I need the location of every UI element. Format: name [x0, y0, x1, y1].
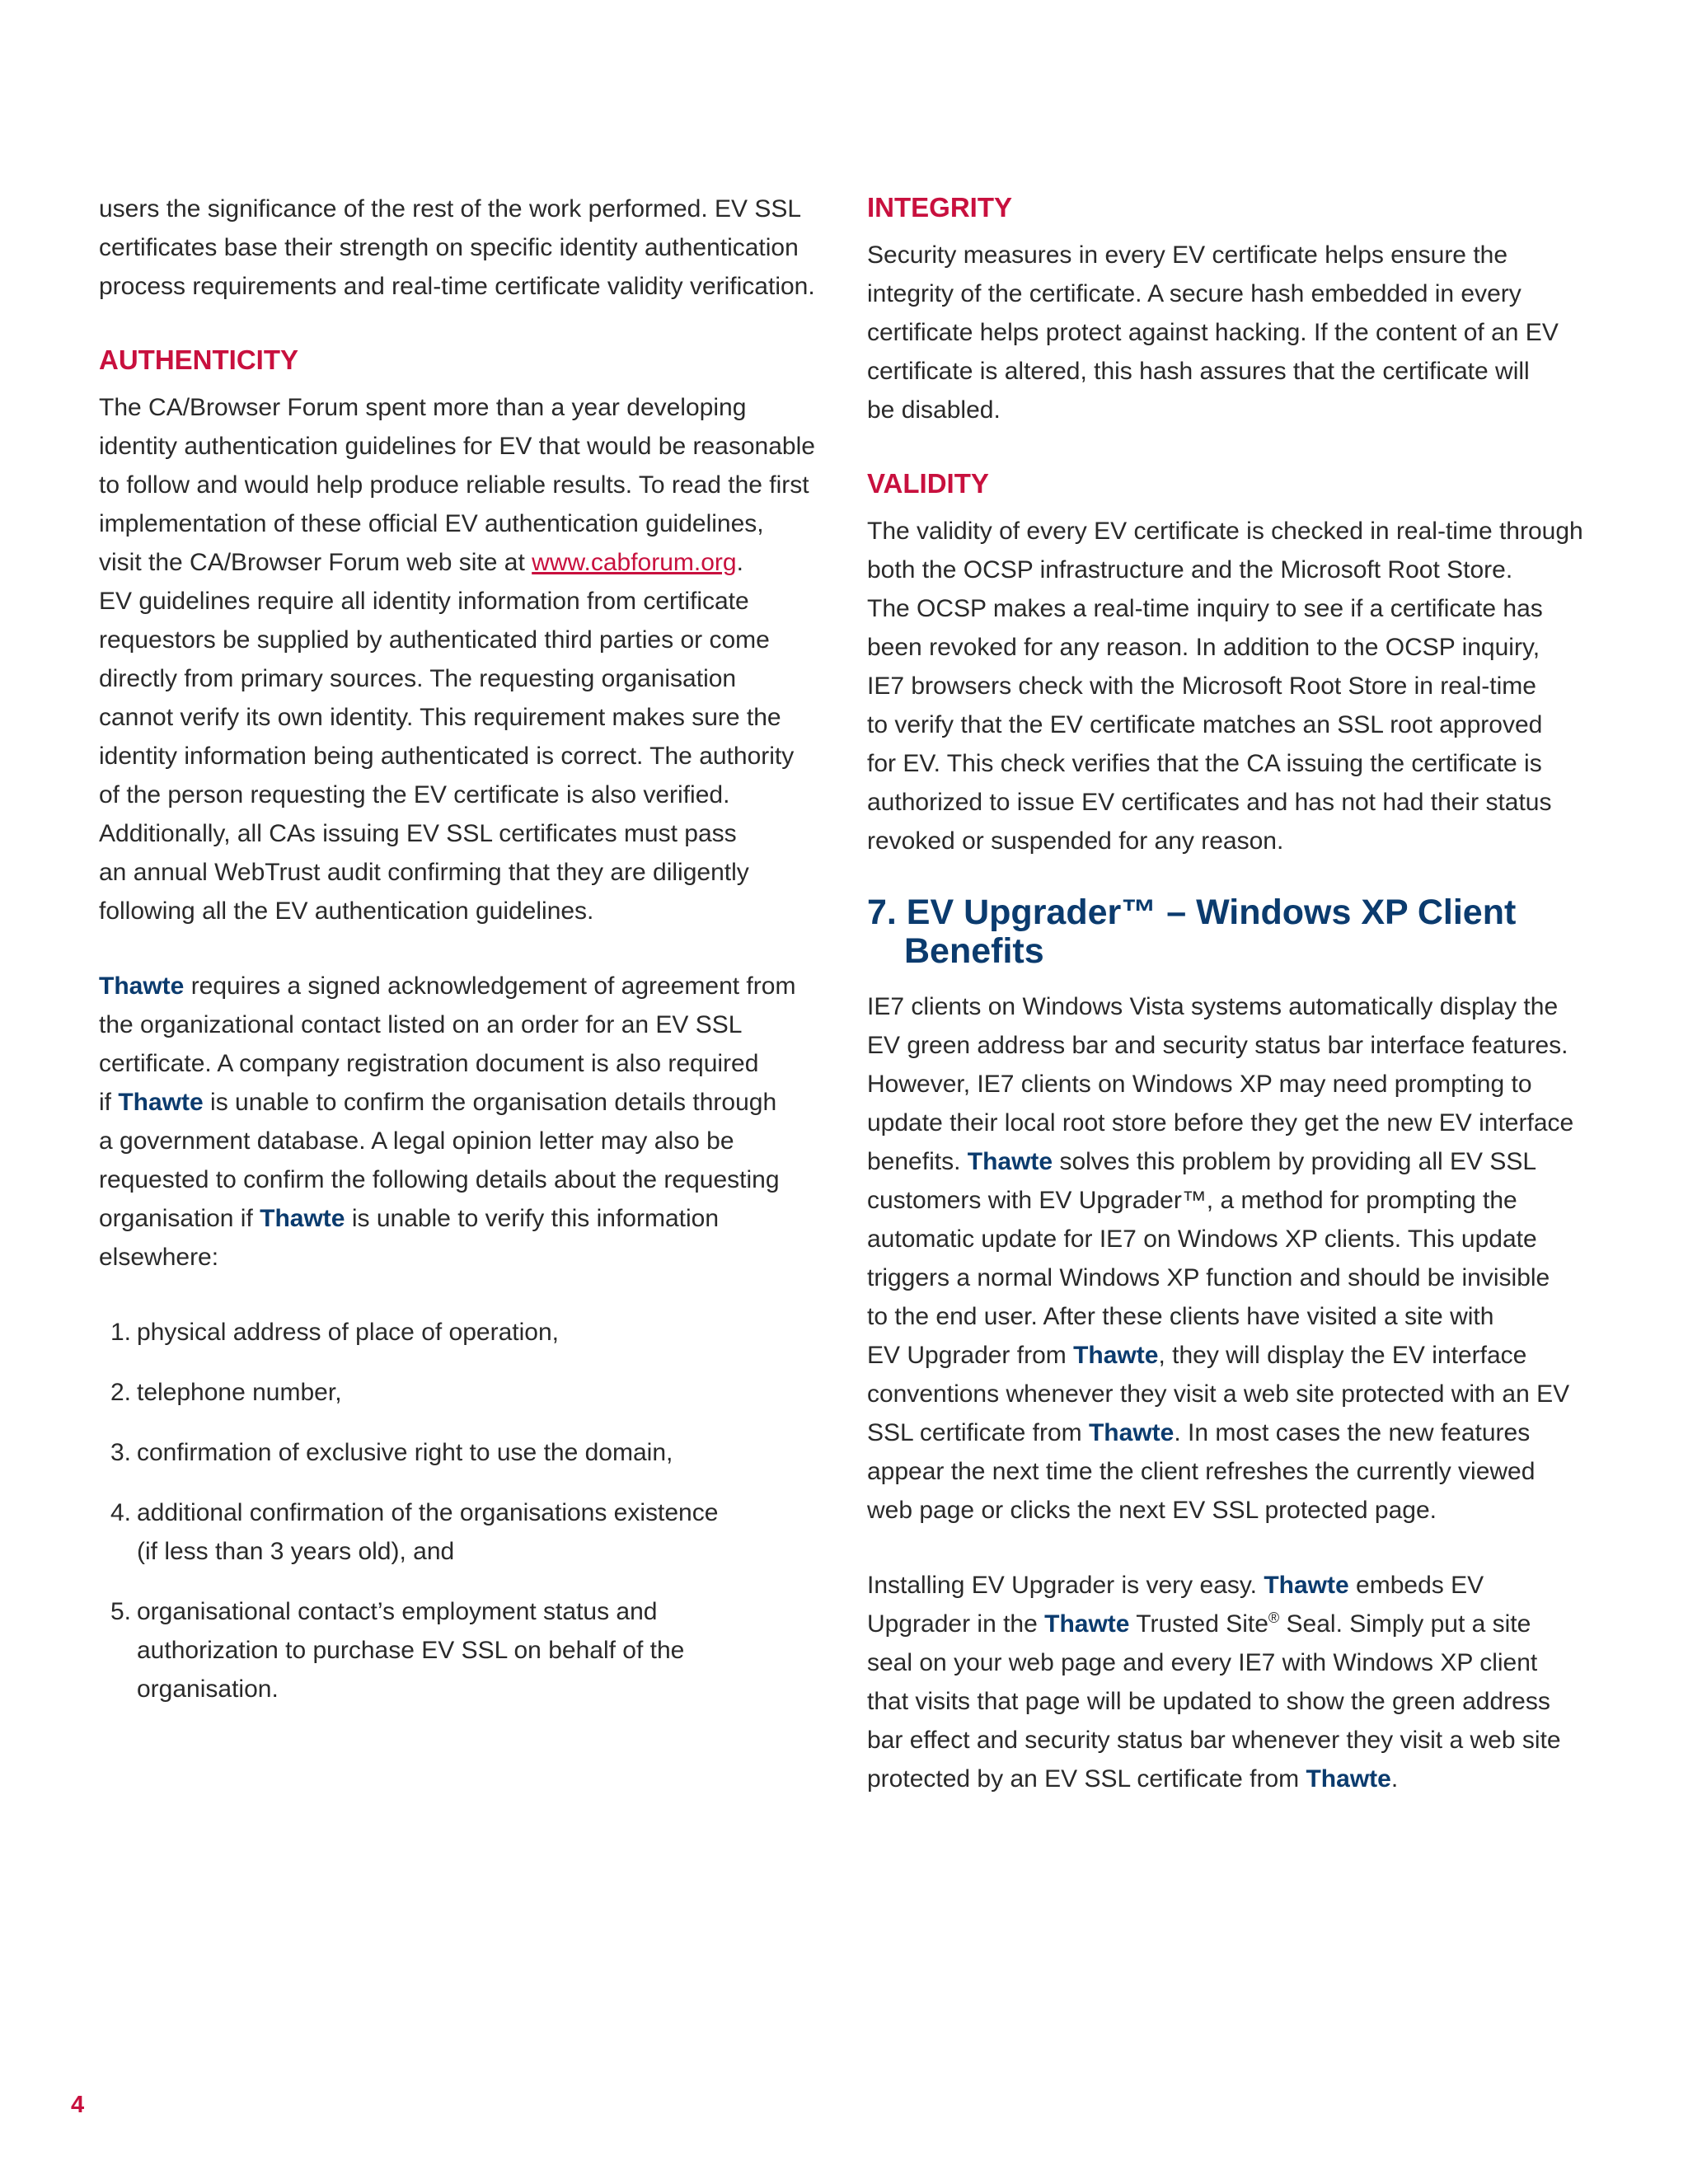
- section-title-line: Benefits: [904, 931, 1044, 971]
- text-line: seal on your web page and every IE7 with Windows XP client: [867, 1649, 1538, 1676]
- brand-thawte: Thawte: [1306, 1765, 1391, 1793]
- text-line: is unable to verify this information: [345, 1205, 720, 1232]
- page-number: 4: [71, 2092, 85, 2118]
- text-line: Additionally, all CAs issuing EV SSL certificates must pass: [99, 820, 737, 847]
- text-line: benefits.: [867, 1148, 968, 1175]
- text-line: protected by an EV SSL certificate from: [867, 1765, 1306, 1793]
- list-item: [99, 1592, 841, 1708]
- text-line: automatic update for IE7 on Windows XP clients. This update: [867, 1226, 1537, 1253]
- thawte-requirements-paragraph: [99, 967, 841, 1277]
- authenticity-heading: AUTHENTICITY: [99, 344, 298, 375]
- text-line: conventions whenever they visit a web site protected with an EV: [867, 1380, 1570, 1408]
- list-text: authorization to purchase EV SSL on behalf of the: [137, 1637, 685, 1664]
- text-line: if: [99, 1089, 119, 1116]
- list-number: 1.: [110, 1319, 132, 1346]
- brand-thawte: Thawte: [118, 1089, 204, 1116]
- text-line: embeds EV: [1348, 1572, 1484, 1599]
- text-line: Seal. Simply put a site: [1279, 1610, 1531, 1638]
- text-line: of the person requesting the EV certificate is also verified.: [99, 781, 730, 808]
- text-line: EV green address bar and security status bar interface features.: [867, 1032, 1568, 1059]
- text-line: IE7 browsers check with the Microsoft Root Store in real-time: [867, 673, 1536, 700]
- list-item: [99, 1433, 841, 1472]
- list-text: physical address of place of operation,: [137, 1319, 559, 1346]
- list-number: 3.: [110, 1439, 132, 1466]
- intro-line: certificates base their strength on specific identity authentication: [99, 234, 799, 261]
- text-line: The OCSP makes a real-time inquiry to see if a certificate has: [867, 595, 1543, 622]
- brand-thawte: Thawte: [1073, 1342, 1159, 1369]
- text-line: been revoked for any reason. In addition to the OCSP inquiry,: [867, 634, 1540, 661]
- brand-thawte: Thawte: [967, 1148, 1053, 1175]
- validity-heading: VALIDITY: [867, 468, 989, 499]
- text-line: elsewhere:: [99, 1244, 219, 1271]
- text-line: following all the EV authentication guidelines.: [99, 898, 594, 925]
- text-line: .: [736, 549, 743, 576]
- validity-paragraph: [867, 512, 1606, 860]
- text-line: is unable to confirm the organisation details through: [203, 1089, 777, 1116]
- text-line: a government database. A legal opinion letter may also be: [99, 1127, 734, 1155]
- text-line: solves this problem by providing all EV SSL: [1053, 1148, 1537, 1175]
- list-text: organisational contact’s employment status and: [137, 1598, 658, 1625]
- text-line: cannot verify its own identity. This requirement makes sure the: [99, 704, 781, 731]
- ev-upgrader-paragraph: [867, 987, 1606, 1530]
- section-7-title: [867, 893, 1606, 971]
- list-text: confirmation of exclusive right to use the domain,: [137, 1439, 673, 1466]
- text-line: customers with EV Upgrader™, a method for prompting the: [867, 1187, 1517, 1214]
- text-line: Installing EV Upgrader is very easy.: [867, 1572, 1264, 1599]
- registered-mark: ®: [1268, 1610, 1280, 1626]
- text-line: identity information being authenticated is correct. The authority: [99, 743, 795, 770]
- intro-paragraph: [99, 190, 841, 306]
- list-item: [99, 1373, 841, 1412]
- text-line: certificate helps protect against hacking. If the content of an EV: [867, 319, 1559, 346]
- list-text: additional confirmation of the organisations existence: [137, 1499, 719, 1526]
- text-line: certificate is altered, this hash assures that the certificate will: [867, 358, 1530, 385]
- text-line: to verify that the EV certificate matches an SSL root approved: [867, 711, 1543, 738]
- list-text: telephone number,: [137, 1379, 342, 1406]
- text-line: be disabled.: [867, 396, 1001, 424]
- text-line: SSL certificate from: [867, 1419, 1089, 1446]
- text-line: Trusted Site: [1129, 1610, 1268, 1638]
- text-line: bar effect and security status bar whenever they visit a web site: [867, 1727, 1561, 1754]
- brand-thawte: Thawte: [1264, 1572, 1349, 1599]
- text-line: requestors be supplied by authenticated third parties or come: [99, 626, 770, 654]
- text-line: triggers a normal Windows XP function and should be invisible: [867, 1264, 1550, 1291]
- authenticity-paragraph: [99, 388, 841, 930]
- text-line: However, IE7 clients on Windows XP may need prompting to: [867, 1071, 1532, 1098]
- list-number: 5.: [110, 1598, 132, 1625]
- text-line: both the OCSP infrastructure and the Microsoft Root Store.: [867, 556, 1513, 583]
- intro-line: process requirements and real-time certificate validity verification.: [99, 273, 815, 300]
- list-item: [99, 1493, 841, 1571]
- text-line: revoked or suspended for any reason.: [867, 827, 1284, 855]
- integrity-paragraph: [867, 236, 1606, 429]
- list-text: organisation.: [137, 1675, 279, 1703]
- brand-thawte: Thawte: [260, 1205, 345, 1232]
- text-line: requested to confirm the following details about the requesting: [99, 1166, 780, 1193]
- intro-line: users the significance of the rest of the work performed. EV SSL: [99, 195, 802, 223]
- text-line: update their local root store before they get the new EV interface: [867, 1109, 1574, 1137]
- text-line: implementation of these official EV authentication guidelines,: [99, 510, 764, 537]
- text-line: web page or clicks the next EV SSL protected page.: [867, 1497, 1437, 1524]
- text-line: Security measures in every EV certificate helps ensure the: [867, 241, 1508, 269]
- installing-paragraph: [867, 1566, 1606, 1798]
- text-line: certificate. A company registration document is also required: [99, 1050, 759, 1077]
- cabforum-link[interactable]: www.cabforum.org: [532, 549, 737, 576]
- list-text: (if less than 3 years old), and: [137, 1538, 455, 1565]
- text-line: EV guidelines require all identity information from certificate: [99, 588, 749, 615]
- text-line: The CA/Browser Forum spent more than a year developing: [99, 394, 747, 421]
- integrity-heading: INTEGRITY: [867, 192, 1013, 223]
- text-line: appear the next time the client refreshes the currently viewed: [867, 1458, 1536, 1485]
- text-line: visit the CA/Browser Forum web site at: [99, 549, 532, 576]
- list-number: 2.: [110, 1379, 132, 1406]
- text-line: authorized to issue EV certificates and has not had their status: [867, 789, 1552, 816]
- text-line: IE7 clients on Windows Vista systems automatically display the: [867, 993, 1559, 1020]
- requirements-list: [99, 1313, 841, 1708]
- text-line: directly from primary sources. The requesting organisation: [99, 665, 737, 692]
- text-line: The validity of every EV certificate is checked in real-time through: [867, 518, 1583, 545]
- right-column: [867, 190, 1606, 1798]
- text-line: that visits that page will be updated to show the green address: [867, 1688, 1550, 1715]
- brand-thawte: Thawte: [99, 972, 185, 1000]
- text-line: .: [1390, 1765, 1399, 1793]
- text-line: EV Upgrader from: [867, 1342, 1074, 1369]
- list-item: [99, 1313, 841, 1352]
- text-line: organisation if: [99, 1205, 260, 1232]
- text-line: an annual WebTrust audit confirming that they are diligently: [99, 859, 749, 886]
- brand-thawte: Thawte: [1088, 1419, 1175, 1446]
- text-line: integrity of the certificate. A secure hash embedded in every: [867, 280, 1522, 307]
- text-line: the organizational contact listed on an order for an EV SSL: [99, 1011, 743, 1038]
- brand-thawte: Thawte: [1044, 1610, 1130, 1638]
- text-line: . In most cases the new features: [1174, 1419, 1531, 1446]
- section-title-line: 7. EV Upgrader™ – Windows XP Client: [867, 893, 1517, 932]
- text-line: Upgrader in the: [867, 1610, 1045, 1638]
- text-line: requires a signed acknowledgement of agreement from: [184, 972, 796, 1000]
- text-line: for EV. This check verifies that the CA issuing the certificate is: [867, 750, 1542, 777]
- left-column: [99, 190, 841, 1730]
- text-line: to the end user. After these clients have visited a site with: [867, 1303, 1494, 1330]
- text-line: to follow and would help produce reliable results. To read the first: [99, 471, 809, 499]
- text-line: , they will display the EV interface: [1158, 1342, 1527, 1369]
- text-line: identity authentication guidelines for EV that would be reasonable: [99, 433, 815, 460]
- list-number: 4.: [110, 1499, 132, 1526]
